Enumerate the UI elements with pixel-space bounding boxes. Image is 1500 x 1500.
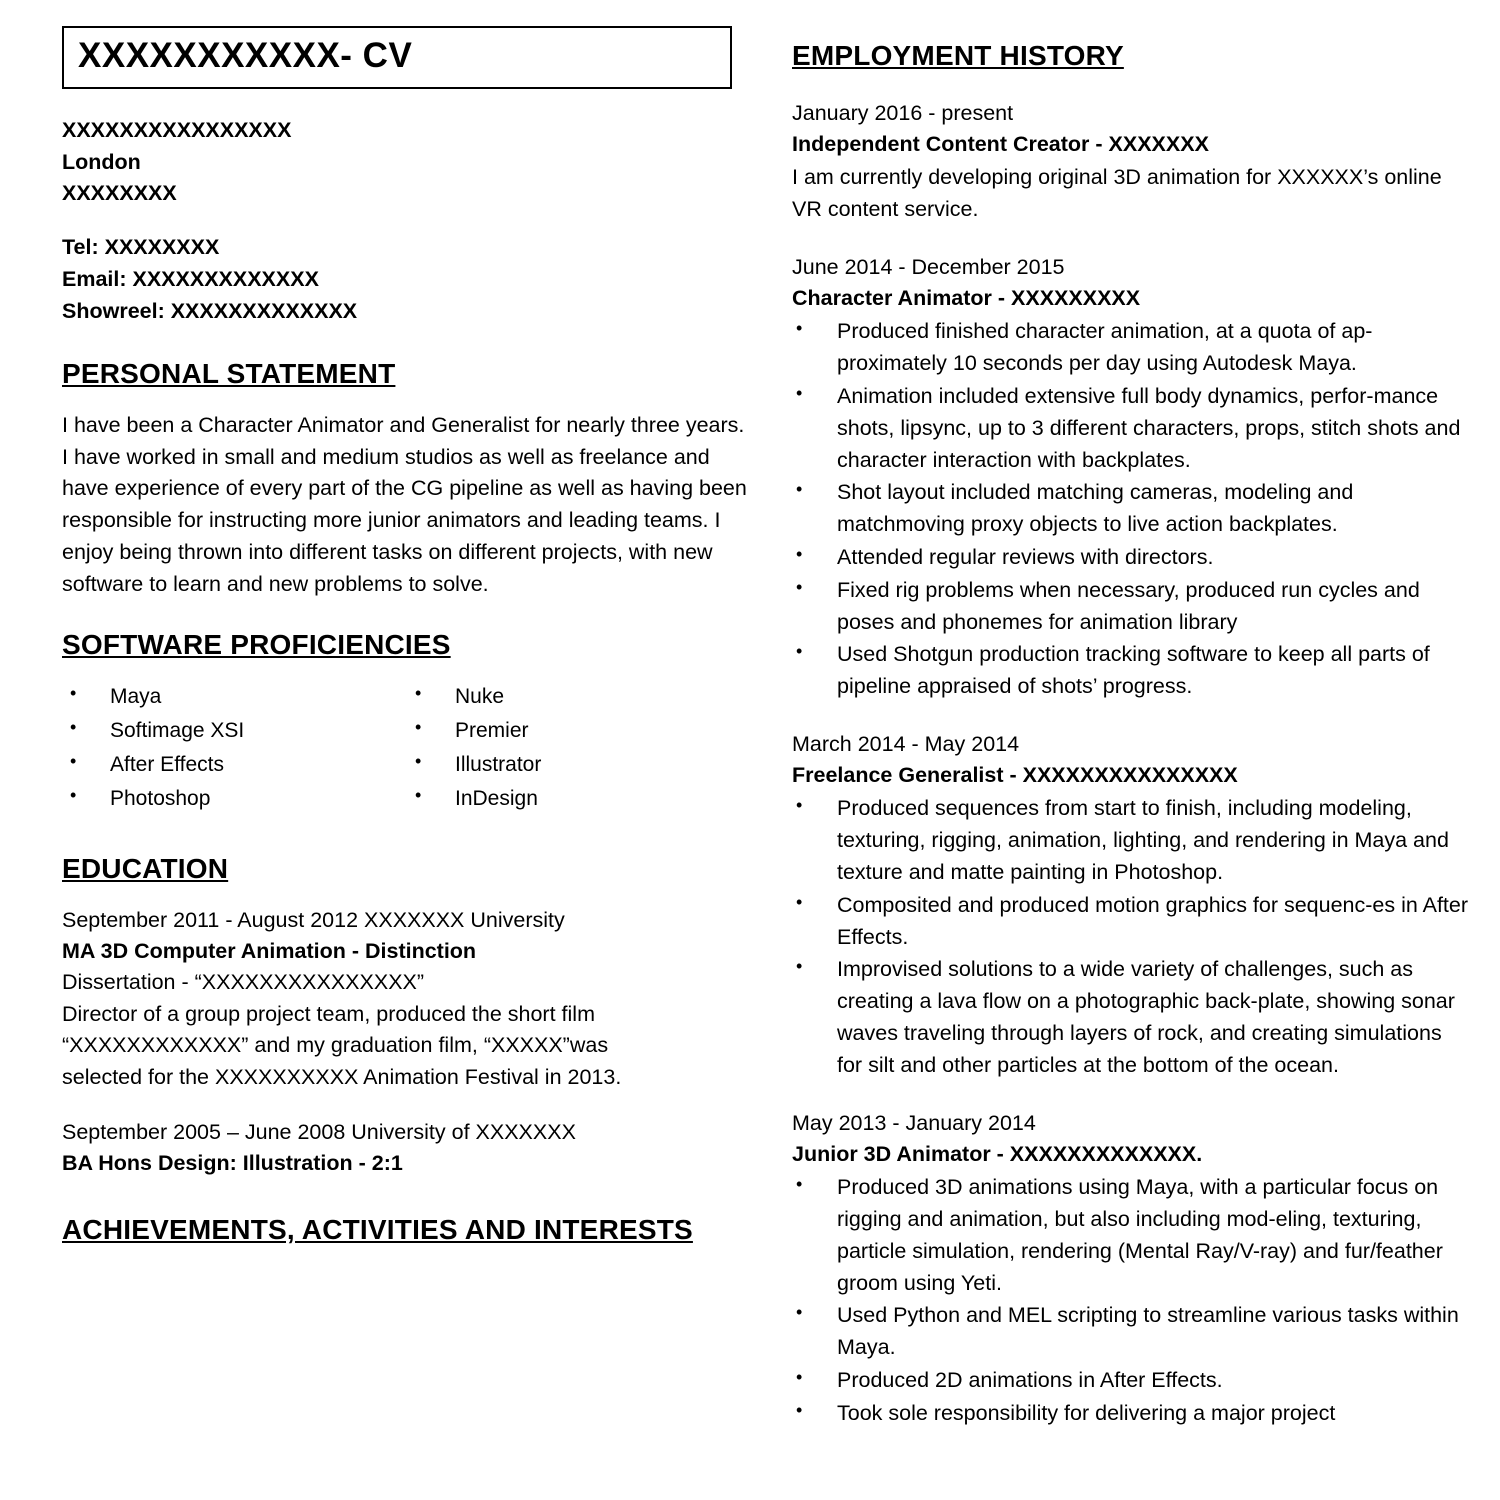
address-line-3: XXXXXXXX: [62, 181, 177, 206]
software-column-1: [62, 681, 407, 817]
list-item: • Produced 3D animations using Maya, with a particular focus on rigging and animation, but also including mod-eling, texturing, particle simulation, rendering (Mental Ray/V-ray) and fur/feather groom using Yeti.: [792, 1172, 1472, 1299]
list-item: • Took sole responsibility for delivering a major project: [792, 1398, 1472, 1430]
list-item: • Used Python and MEL scripting to streamline various tasks within Maya.: [792, 1300, 1472, 1364]
job-title: Character Animator - XXXXXXXXX: [792, 286, 1141, 311]
right-column: [792, 26, 1472, 1500]
achievements-heading: ACHIEVEMENTS, ACTIVITIES AND INTERESTS: [62, 1213, 693, 1245]
list-item: • Maya: [62, 681, 407, 713]
address-line-2: London: [62, 149, 141, 174]
education-heading: EDUCATION: [62, 852, 229, 884]
address-block: [62, 115, 752, 210]
list-item: • Attended regular reviews with directors.: [792, 542, 1472, 574]
contact-showreel: Showreel: XXXXXXXXXXXXX: [62, 298, 358, 323]
software-column-2: [407, 681, 752, 817]
education-detail: “XXXXXXXXXXXX” and my graduation film, “XXXXX”was: [62, 1033, 609, 1058]
employment-heading: EMPLOYMENT HISTORY: [792, 40, 1124, 71]
list-item: • Composited and produced motion graphics for sequenc-es in After Effects.: [792, 890, 1472, 954]
list-item: • Softimage XSI: [62, 715, 407, 747]
list-item: • Animation included extensive full body dynamics, perfor-mance shots, lipsync, up to 3 different characters, props, stitch shots and character interaction with backplates.: [792, 381, 1472, 476]
job-title: Junior 3D Animator - XXXXXXXXXXXXX.: [792, 1141, 1203, 1166]
contact-block: [62, 232, 752, 327]
job-dates: March 2014 - May 2014: [792, 732, 1020, 757]
list-item: • Improvised solutions to a wide variety of challenges, such as creating a lava flow on a photographic back-plate, showing sonar waves traveling through layers of rock, and creating simulations for silt and other particles at the bottom of the ocean.: [792, 954, 1472, 1081]
education-entry: [62, 905, 752, 1093]
education-qualification: MA 3D Computer Animation - Distinction: [62, 939, 477, 964]
job-dates: June 2014 - December 2015: [792, 254, 1065, 279]
education-dates: September 2011 - August 2012 XXXXXXX University: [62, 907, 565, 932]
education-entry: [62, 1117, 752, 1180]
list-item: • Produced 2D animations in After Effects.: [792, 1365, 1472, 1397]
address-line-1: XXXXXXXXXXXXXXXX: [62, 117, 292, 142]
job-entry: [792, 1108, 1472, 1430]
job-title: Freelance Generalist - XXXXXXXXXXXXXXX: [792, 763, 1238, 788]
personal-statement-heading: PERSONAL STATEMENT: [62, 357, 396, 389]
personal-statement-text: I have been a Character Animator and Generalist for nearly three years. I have worked in small and medium studios as well as freelance and have experience of every part of the CG pipeline as well as having been responsible for instructing more junior animators and leading teams. I enjoy being thrown into different tasks on different projects, with new software to learn and new problems to solve.: [62, 412, 747, 596]
job-entry: [792, 98, 1472, 226]
education-detail: selected for the XXXXXXXXXX Animation Festival in 2013.: [62, 1064, 622, 1089]
education-detail: Director of a group project team, produced the short film: [62, 1001, 595, 1026]
list-item: • Used Shotgun production tracking software to keep all parts of pipeline appraised of shots’ progress.: [792, 639, 1472, 703]
list-item: • Premier: [407, 715, 752, 747]
list-item: • Produced sequences from start to finish, including modeling, texturing, rigging, animation, lighting, and rendering in Maya and texture and matte painting in Photoshop.: [792, 793, 1472, 888]
education-qualification: BA Hons Design: Illustration - 2:1: [62, 1151, 403, 1176]
education-dates: September 2005 – June 2008 University of XXXXXXX: [62, 1119, 576, 1144]
list-item: • Fixed rig problems when necessary, produced run cycles and poses and phonemes for animation library: [792, 575, 1472, 639]
list-item: • Produced finished character animation, at a quota of ap-proximately 10 seconds per day using Autodesk Maya.: [792, 316, 1472, 380]
list-item: • InDesign: [407, 783, 752, 815]
job-title: Independent Content Creator - XXXXXXX: [792, 132, 1209, 157]
list-item: • After Effects: [62, 749, 407, 781]
list-item: • Photoshop: [62, 783, 407, 815]
list-item: • Shot layout included matching cameras, modeling and matchmoving proxy objects to live action backplates.: [792, 477, 1472, 541]
left-column: [62, 26, 752, 1500]
software-heading: SOFTWARE PROFICIENCIES: [62, 628, 451, 660]
education-detail: Dissertation - “XXXXXXXXXXXXXXX”: [62, 970, 425, 995]
contact-tel: Tel: XXXXXXXX: [62, 235, 220, 260]
list-item: • Illustrator: [407, 749, 752, 781]
software-lists: [62, 681, 752, 817]
page-title: XXXXXXXXXXX- CV: [78, 36, 413, 75]
name-title-box: [62, 26, 732, 89]
job-dates: May 2013 - January 2014: [792, 1110, 1036, 1135]
job-entry: [792, 729, 1472, 1082]
job-dates: January 2016 - present: [792, 101, 1014, 125]
job-entry: [792, 252, 1472, 703]
contact-email: Email: XXXXXXXXXXXXX: [62, 267, 319, 291]
job-description: I am currently developing original 3D animation for XXXXXX’s online VR content service.: [792, 165, 1442, 222]
list-item: • Nuke: [407, 681, 752, 713]
